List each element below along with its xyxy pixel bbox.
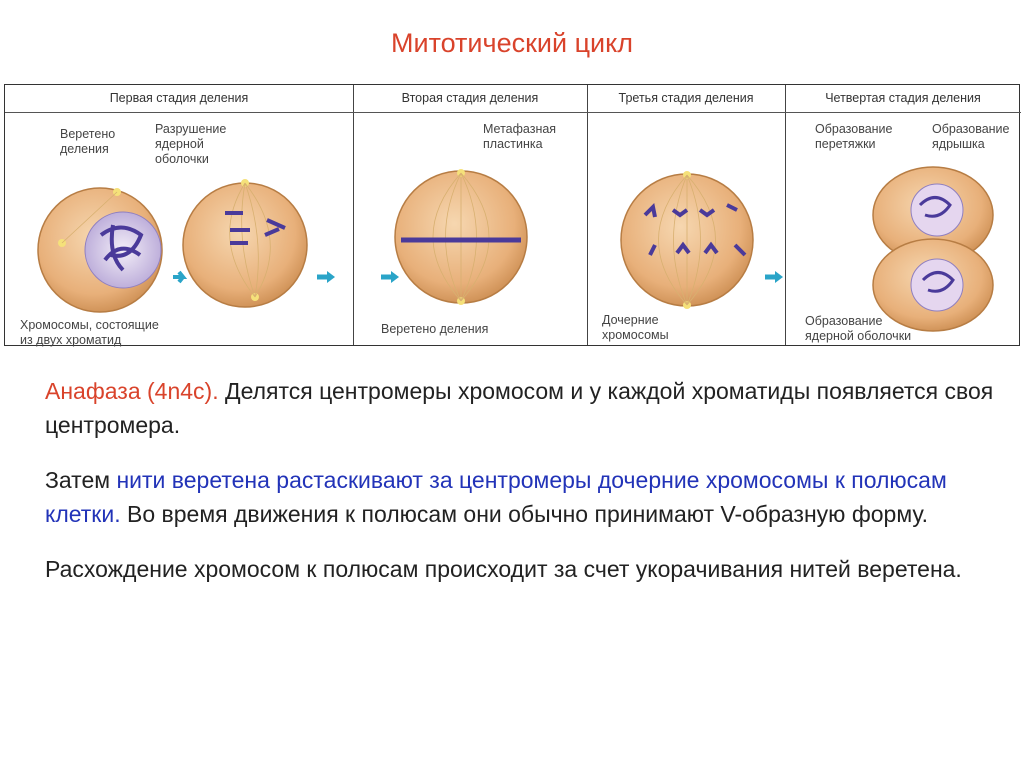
label-metaphase-plate: Метафазная пластинка [483, 122, 557, 151]
mitosis-diagram [4, 84, 1020, 346]
anaphase-description: Делятся центромеры хромосом и у каждой хроматиды появляется своя центромера. [45, 378, 994, 438]
paragraph-spindle [45, 463, 995, 531]
spindle-highlight: нити веретена растаскивают за центромеры дочерние хромосомы к полюсам клетки. [45, 467, 947, 527]
paragraph-2-rest: Во время движения к полюсам они обычно принимают V-образную форму. [120, 501, 928, 527]
stage-4-header: Четвертая стадия деления [785, 85, 1021, 113]
stage-2-header: Вторая стадия деления [353, 85, 587, 113]
slide-title: Митотический цикл [391, 28, 633, 58]
paragraph-2-start: Затем [45, 467, 117, 493]
label-spindle: Веретено деления [60, 127, 116, 156]
stage-4 [785, 85, 1021, 345]
label-nuclear-breakdown: Разрушение ядерной оболочки [155, 122, 227, 166]
label-chromosomes-two-chromatids: Хромосомы, состоящие из двух хроматид [20, 318, 159, 347]
stage-3 [587, 85, 785, 345]
paragraph-anaphase [45, 374, 995, 442]
label-nucleolus: Образование ядрышка [932, 122, 1010, 151]
paragraph-divergence: Расхождение хромосом к полюсам происходит за счет укорачивания нитей веретена. [45, 556, 962, 582]
label-daughter-chromosomes: Дочерние хромосомы [602, 313, 669, 342]
stage-2 [353, 85, 587, 345]
label-spindle-2: Веретено деления [381, 322, 489, 336]
anaphase-term: Анафаза (4n4c). [45, 378, 219, 404]
label-constriction: Образование перетяжки [815, 122, 893, 151]
stage-1-header: Первая стадия деления [5, 85, 353, 113]
stage-3-header: Третья стадия деления [587, 85, 785, 113]
body-text [45, 374, 995, 607]
stage-1 [5, 85, 353, 345]
label-nuclear-envelope: Образование ядерной оболочки [805, 314, 912, 343]
